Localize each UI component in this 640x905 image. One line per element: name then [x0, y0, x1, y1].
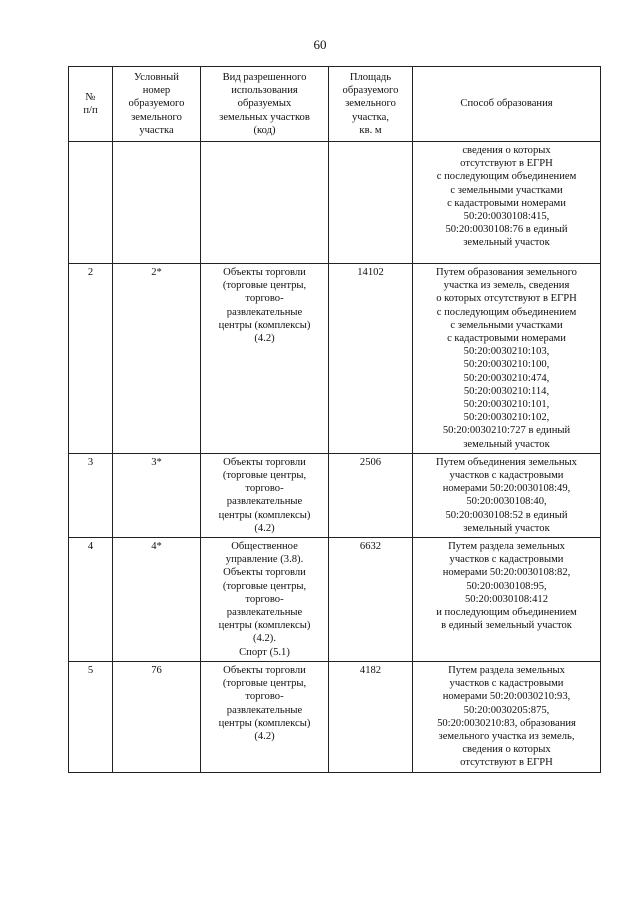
- area-cell: 14102: [329, 264, 413, 454]
- header-area: Площадь образуемого земельного участка, кв. м: [329, 67, 413, 142]
- permitted-use-cell: Объекты торговли (торговые центры, торгово- развлекательные центры (комплексы) (4.2): [201, 453, 329, 537]
- row-number-cell: 5: [69, 661, 113, 772]
- formation-method-cell: Путем раздела земельных участков с кадастровыми номерами 50:20:0030108:82, 50:20:0030108:95, 50:20:0030108:412 и последующим объединением в единый земельный участок: [413, 538, 601, 662]
- table-cell: [69, 142, 113, 264]
- row-number-cell: 3: [69, 453, 113, 537]
- header-conditional-number: Условный номер образуемого земельного участка: [113, 67, 201, 142]
- conditional-number-cell: 2*: [113, 264, 201, 454]
- row-number-cell: 4: [69, 538, 113, 662]
- table-row: [69, 538, 601, 662]
- table-header-row: [69, 67, 601, 142]
- table-cell: [113, 142, 201, 264]
- table-row: [69, 661, 601, 772]
- header-number: № п/п: [69, 67, 113, 142]
- permitted-use-cell: Объекты торговли (торговые центры, торгово- развлекательные центры (комплексы) (4.2): [201, 661, 329, 772]
- formation-method-cell: Путем раздела земельных участков с кадастровыми номерами 50:20:0030210:93, 50:20:0030205:875, 50:20:0030210:83, образования земельного участка из земель, сведения о которых отсутствуют в ЕГРН: [413, 661, 601, 772]
- permitted-use-cell: Объекты торговли (торговые центры, торгово- развлекательные центры (комплексы) (4.2): [201, 264, 329, 454]
- table-row-continuation: [69, 142, 601, 264]
- conditional-number-cell: 76: [113, 661, 201, 772]
- header-permitted-use: Вид разрешенного использования образуемых земельных участков (код): [201, 67, 329, 142]
- table-cell: [201, 142, 329, 264]
- table-row: [69, 264, 601, 454]
- land-plots-table: [68, 66, 601, 773]
- conditional-number-cell: 3*: [113, 453, 201, 537]
- permitted-use-cell: Общественное управление (3.8). Объекты торговли (торговые центры, торгово- развлекательные центры (комплексы) (4.2). Спорт (5.1): [201, 538, 329, 662]
- table-row: [69, 453, 601, 537]
- formation-method-cell: Путем объединения земельных участков с кадастровыми номерами 50:20:0030108:49, 50:20:0030108:40, 50:20:0030108:52 в единый земельный участок: [413, 453, 601, 537]
- page-number: 60: [313, 37, 327, 52]
- area-cell: 4182: [329, 661, 413, 772]
- header-formation-method: Способ образования: [413, 67, 601, 142]
- formation-method-cell: сведения о которых отсутствуют в ЕГРН с последующим объединением с земельными участками с кадастровыми номерами 50:20:0030108:415, 50:20:0030108:76 в единый земельный участок: [413, 142, 601, 264]
- area-cell: 2506: [329, 453, 413, 537]
- table-cell: [329, 142, 413, 264]
- formation-method-cell: Путем образования земельного участка из земель, сведения о которых отсутствуют в ЕГРН с последующим объединением с земельными участками с кадастровыми номерами 50:20:0030210:103, 50:20:0030210:100, 50:20:0030210:474, 50:20:0030210:114, 50:20:0030210:101, 50:20:0030210:102, 50:20:0030210:727 в единый земельный участок: [413, 264, 601, 454]
- conditional-number-cell: 4*: [113, 538, 201, 662]
- area-cell: 6632: [329, 538, 413, 662]
- row-number-cell: 2: [69, 264, 113, 454]
